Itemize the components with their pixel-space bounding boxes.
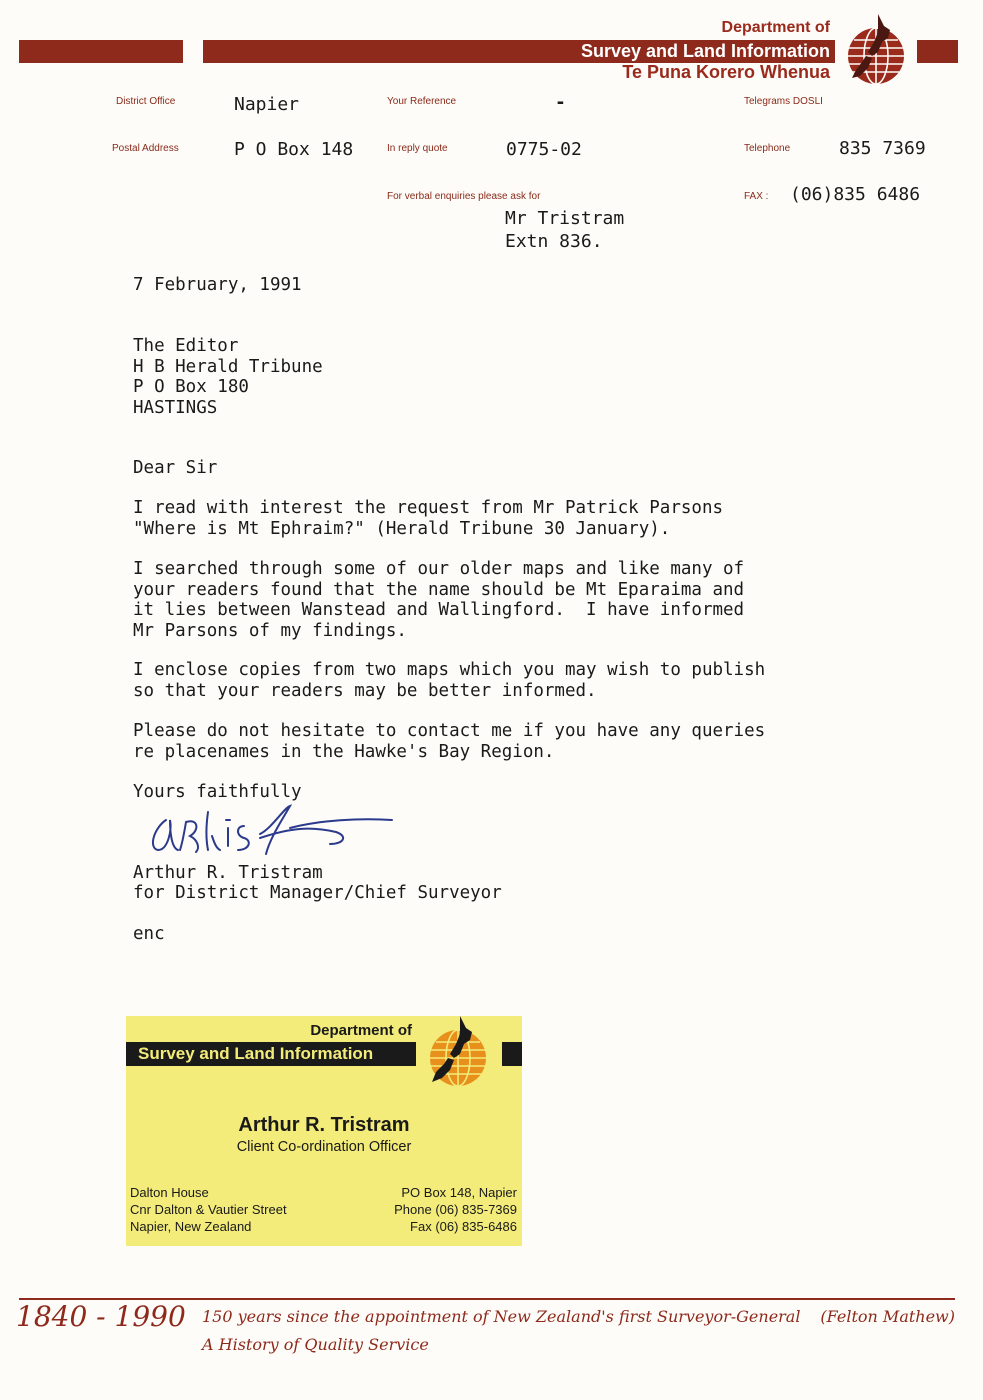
letterhead-bar-left xyxy=(19,40,183,63)
footer-years: 1840 - 1990 xyxy=(16,1300,186,1333)
card-dept-name: Survey and Land Information xyxy=(138,1044,374,1063)
address-line: P O Box 180 xyxy=(133,377,249,397)
card-address-line: Cnr Dalton & Vautier Street xyxy=(130,1202,287,1217)
paragraph-line: Mr Parsons of my findings. xyxy=(133,620,407,641)
fax-value: (06)835 6486 xyxy=(790,184,921,205)
paragraph-line: "Where is Mt Ephraim?" (Herald Tribune 30 January). xyxy=(133,518,671,539)
contact-extension: Extn 836. xyxy=(505,231,603,252)
card-contact-right xyxy=(394,1184,517,1235)
card-address-line: Napier, New Zealand xyxy=(130,1219,252,1234)
contact-name: Mr Tristram xyxy=(505,208,625,229)
telephone-value: 835 7369 xyxy=(839,138,926,159)
reply-quote-value: 0775-02 xyxy=(506,139,582,160)
signer-title: for District Manager/Chief Surveyor xyxy=(133,883,502,903)
letter-date: 7 February, 1991 xyxy=(133,275,302,295)
district-office-label: District Office xyxy=(116,96,176,107)
paragraph-line: your readers found that the name should be Mt Eparaima and xyxy=(133,579,745,600)
body-paragraph-3 xyxy=(133,660,765,701)
card-contact-line: PO Box 148, Napier xyxy=(401,1185,517,1200)
salutation: Dear Sir xyxy=(133,458,218,478)
card-dept-bar-end xyxy=(502,1042,522,1066)
nz-globe-logo-icon xyxy=(838,12,916,84)
address-line: H B Herald Tribune xyxy=(133,356,323,377)
postal-address-value: P O Box 148 xyxy=(234,139,354,160)
telephone-label: Telephone xyxy=(744,143,791,154)
letterhead-dept-name: Survey and Land Information xyxy=(580,41,830,61)
body-paragraph-2 xyxy=(133,559,744,641)
card-nz-globe-logo-icon xyxy=(416,1016,502,1090)
footer-tagline: 150 years since the appointment of New Zealand's first Surveyor-General xyxy=(202,1307,801,1326)
closing: Yours faithfully xyxy=(133,782,302,802)
card-address-left xyxy=(130,1184,287,1235)
footer-subtagline: A History of Quality Service xyxy=(202,1335,429,1354)
telegrams-label: Telegrams DOSLI xyxy=(744,96,823,107)
paragraph-line: so that your readers may be better informed. xyxy=(133,680,597,701)
paragraph-line: re placenames in the Hawke's Bay Region. xyxy=(133,741,555,762)
footer-credit: (Felton Mathew) xyxy=(820,1307,955,1326)
letterhead-dept-of: Department of xyxy=(721,19,830,36)
your-reference-value: - xyxy=(555,92,566,113)
card-dept-of: Department of xyxy=(310,1022,412,1039)
verbal-enquiries-label: For verbal enquiries please ask for xyxy=(387,191,541,202)
card-contact-line: Fax (06) 835-6486 xyxy=(410,1219,517,1234)
district-office-value: Napier xyxy=(234,94,300,115)
reply-quote-label: In reply quote xyxy=(387,143,448,154)
recipient-address xyxy=(133,336,323,418)
paragraph-line: I searched through some of our older maps and like many of xyxy=(133,559,745,579)
body-paragraph-1 xyxy=(133,498,723,539)
paragraph-line: I enclose copies from two maps which you may wish to publish xyxy=(133,660,766,680)
address-line: The Editor xyxy=(133,336,239,356)
letterhead-bar-right xyxy=(917,40,958,63)
your-reference-label: Your Reference xyxy=(387,96,457,107)
business-card xyxy=(126,1016,522,1246)
letterhead-maori-name: Te Puna Korero Whenua xyxy=(622,62,830,82)
card-contact-line: Phone (06) 835-7369 xyxy=(394,1202,517,1217)
enclosure-note: enc xyxy=(133,924,165,944)
body-paragraph-4 xyxy=(133,721,765,762)
fax-label: FAX : xyxy=(744,191,769,202)
postal-address-label: Postal Address xyxy=(112,143,179,154)
card-person-role: Client Co-ordination Officer xyxy=(236,1139,412,1155)
handwritten-signature xyxy=(140,798,400,862)
signer-name: Arthur R. Tristram xyxy=(133,863,323,883)
card-address-line: Dalton House xyxy=(130,1185,209,1200)
paragraph-line: Please do not hesitate to contact me if you have any queries xyxy=(133,721,766,741)
address-line: HASTINGS xyxy=(133,397,218,418)
card-person-name: Arthur R. Tristram xyxy=(238,1114,410,1136)
paragraph-line: I read with interest the request from Mr Patrick Parsons xyxy=(133,498,724,518)
paragraph-line: it lies between Wanstead and Wallingford. I have informed xyxy=(133,600,745,620)
